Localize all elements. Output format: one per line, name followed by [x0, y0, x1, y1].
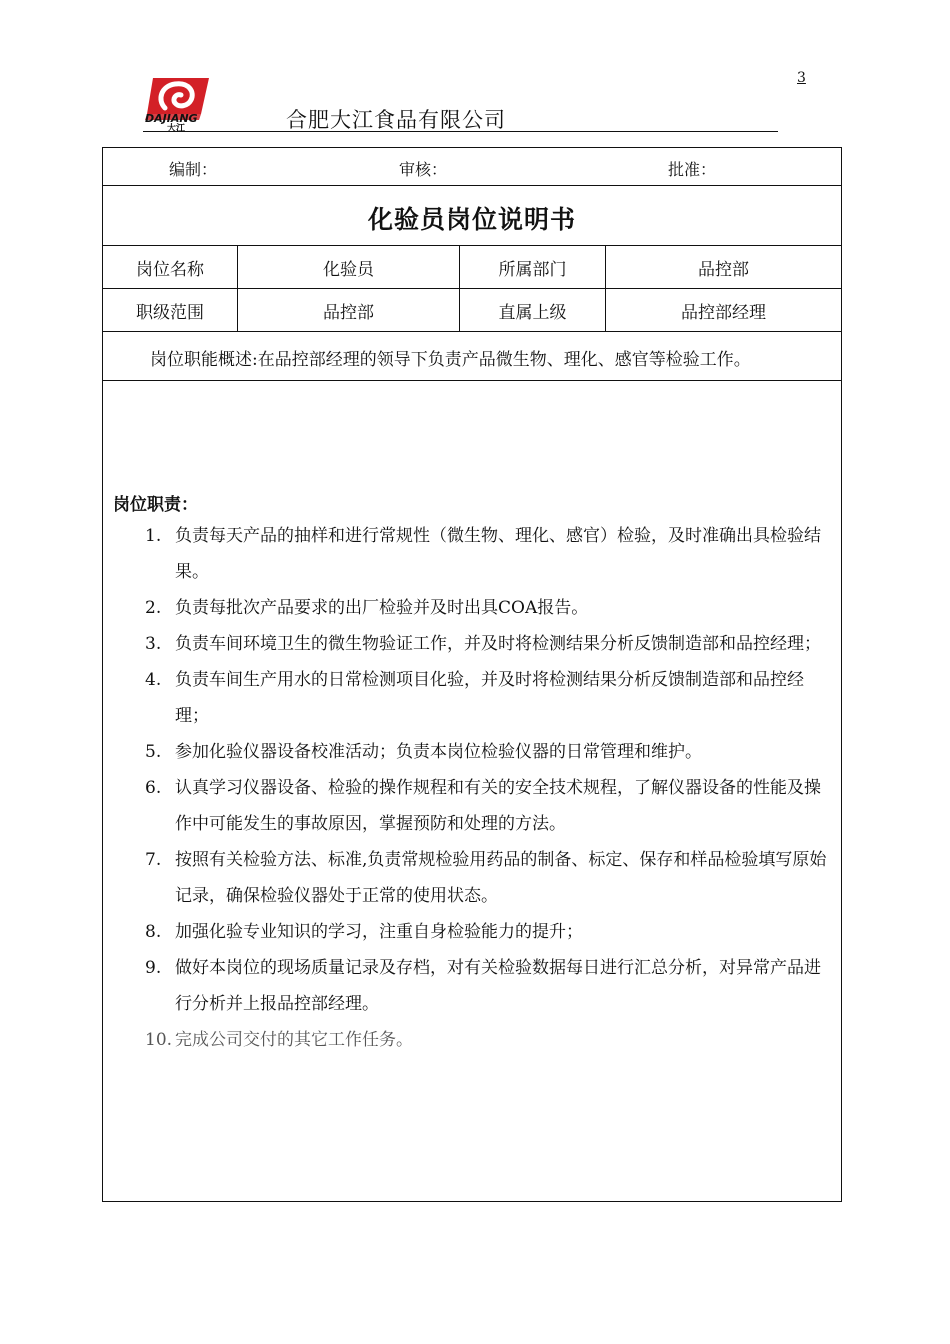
- duties-heading: 岗位职责：: [113, 495, 198, 515]
- item-number: 4.: [145, 670, 162, 690]
- svg-text:大江: 大江: [167, 124, 186, 132]
- list-item: [103, 842, 841, 914]
- prepared-by-label: 编制：: [169, 160, 218, 179]
- item-number: 2.: [145, 598, 162, 618]
- reviewed-by-label: 审核：: [399, 160, 448, 179]
- list-item: [103, 914, 841, 950]
- item-text: 负责车间生产用水的日常检测项目化验，并及时将检测结果分析反馈制造部和品控经理；: [175, 670, 804, 726]
- company-name: 合肥大江食品有限公司: [286, 108, 506, 132]
- job-summary: 岗位职能概述:在品控部经理的领导下负责产品微生物、理化、感官等检验工作。: [150, 350, 751, 370]
- position-name-label: 岗位名称: [103, 246, 238, 288]
- item-number: 1.: [145, 526, 162, 546]
- item-text: 负责每批次产品要求的出厂检验并及时出具COA报告。: [175, 598, 589, 618]
- supervisor-value: 品控部经理: [681, 302, 766, 323]
- item-text: 做好本岗位的现场质量记录及存档，对有关检验数据每日进行汇总分析，对异常产品进行分析并上报品控部经理。: [175, 958, 821, 1014]
- list-item: [103, 518, 841, 590]
- approved-by-label: 批准：: [668, 160, 717, 179]
- item-text: 认真学习仪器设备、检验的操作规程和有关的安全技术规程，了解仪器设备的性能及操作中可能发生的事故原因，掌握预防和处理的方法。: [175, 778, 821, 834]
- grade-range-value: 品控部: [238, 289, 460, 331]
- document-title: 化验员岗位说明书: [367, 205, 576, 234]
- department-value: 品控部: [698, 259, 749, 280]
- item-number: 6.: [145, 778, 162, 798]
- summary-row: [103, 332, 841, 381]
- duties-list: [103, 518, 841, 1058]
- list-item: [103, 734, 841, 770]
- item-text: 参加化验仪器设备校准活动；负责本岗位检验仪器的日常管理和维护。: [175, 742, 702, 762]
- list-item: [103, 950, 841, 1022]
- list-item: [103, 662, 841, 734]
- info-row-1: [103, 246, 841, 289]
- item-number: 5.: [145, 742, 162, 762]
- page-number: 3: [797, 70, 806, 86]
- title-row: [103, 186, 841, 246]
- svg-text:DAJIANG: DAJIANG: [145, 112, 198, 125]
- item-text: 负责每天产品的抽样和进行常规性（微生物、理化、感官）检验，及时准确出具检验结果。: [175, 526, 821, 582]
- company-logo: [143, 70, 219, 132]
- list-item: [103, 626, 841, 662]
- department-label: 所属部门: [460, 246, 606, 288]
- approval-row: [103, 148, 841, 186]
- item-number: 9.: [145, 958, 162, 978]
- info-row-2: [103, 289, 841, 332]
- position-name-value: 化验员: [238, 246, 460, 288]
- item-text: 按照有关检验方法、标准,负责常规检验用药品的制备、标定、保存和样品检验填写原始记录，确保检验仪器处于正常的使用状态。: [175, 850, 827, 906]
- supervisor-label: 直属上级: [460, 289, 606, 331]
- item-number: 10.: [145, 1030, 173, 1050]
- list-item: [103, 590, 841, 626]
- item-text: 完成公司交付的其它工作任务。: [175, 1030, 413, 1050]
- item-number: 3.: [145, 634, 162, 654]
- item-text: 负责车间环境卫生的微生物验证工作，并及时将检测结果分析反馈制造部和品控经理；: [175, 634, 821, 654]
- list-item: [103, 770, 841, 842]
- item-text: 加强化验专业知识的学习，注重自身检验能力的提升；: [175, 922, 583, 942]
- job-description-form: [102, 147, 842, 1202]
- grade-range-label: 职级范围: [103, 289, 238, 331]
- item-number: 8.: [145, 922, 162, 942]
- list-item: [103, 1022, 841, 1058]
- item-number: 7.: [145, 850, 162, 870]
- header-rule: [143, 131, 778, 132]
